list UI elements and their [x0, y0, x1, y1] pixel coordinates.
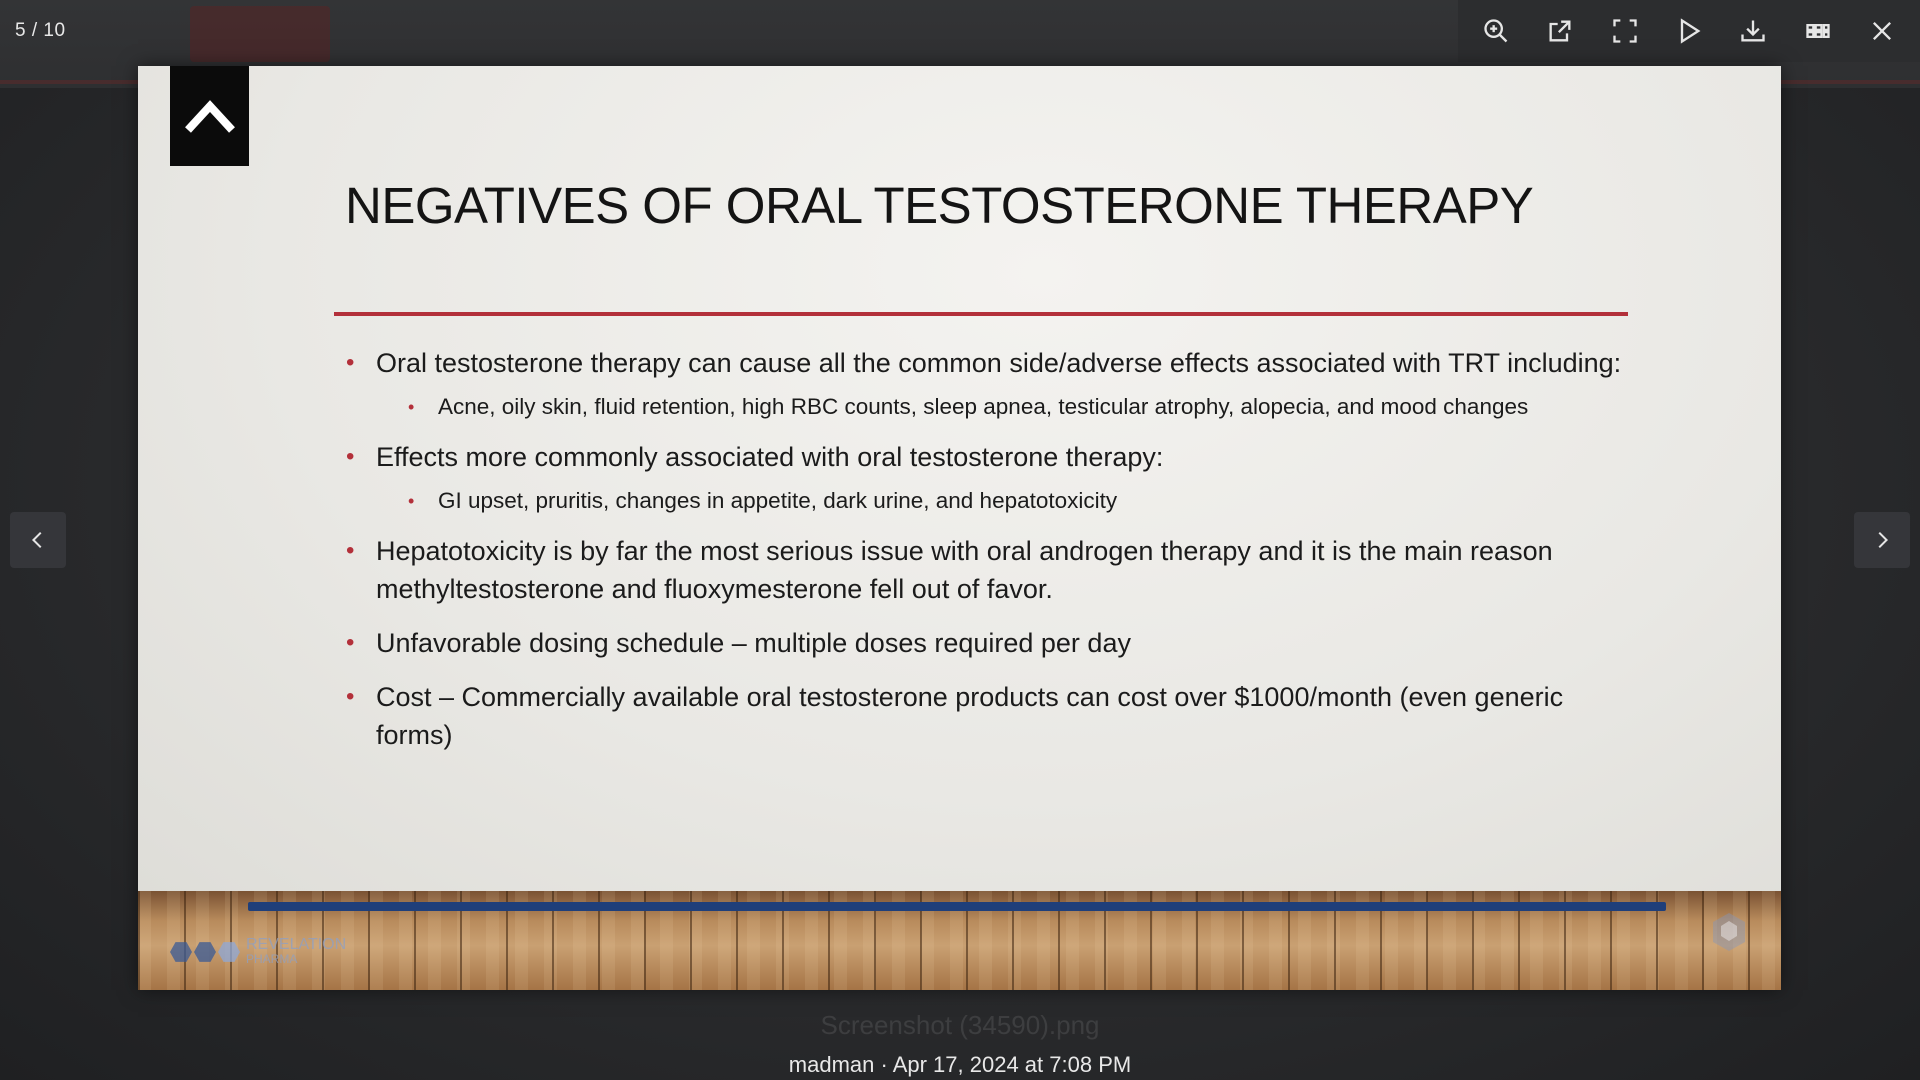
- slideshow-play-button[interactable]: [1667, 9, 1711, 53]
- slide-content-area: [138, 66, 1781, 891]
- previous-image-button[interactable]: [10, 512, 66, 568]
- next-image-button[interactable]: [1854, 512, 1910, 568]
- chevron-right-icon: [1871, 529, 1893, 551]
- download-icon: [1739, 17, 1767, 45]
- bullet-item: • Oral testosterone therapy can cause all the common side/adverse effects associated with TRT including:: [346, 344, 1646, 382]
- title-divider: [334, 312, 1628, 316]
- uploader-timestamp: madman · Apr 17, 2024 at 7:08 PM: [788, 1052, 1132, 1077]
- fullscreen-button[interactable]: [1603, 9, 1647, 53]
- logo-hex-icon: [218, 941, 240, 963]
- logo-sub: PHARMA: [246, 952, 298, 966]
- footer-blue-band: [248, 902, 1666, 911]
- logo-name: REVELATION: [246, 936, 347, 953]
- bullet-item: • Unfavorable dosing schedule – multiple doses required per day: [346, 624, 1646, 662]
- up-arrow-badge: [170, 66, 249, 166]
- slide-title: NEGATIVES OF ORAL TESTOSTERONE THERAPY: [345, 177, 1534, 234]
- hexagon-logo-icon: [1709, 911, 1749, 955]
- bullet-list: [346, 344, 1646, 770]
- wooden-floor-footer: [138, 891, 1781, 990]
- background-blur-block: [190, 6, 330, 62]
- slide-image: [138, 66, 1781, 990]
- sub-bullet-item: • GI upset, pruritis, changes in appetite, dark urine, and hepatotoxicity: [346, 484, 1646, 518]
- image-counter: 5 / 10: [15, 20, 66, 41]
- logo-hex-icon: [170, 941, 192, 963]
- bullet-item: • Hepatotoxicity is by far the most serious issue with oral androgen therapy and it is the main reason methyltestosterone and fluoxymesterone fell out of favor.: [346, 532, 1646, 608]
- download-button[interactable]: [1731, 9, 1775, 53]
- grid-view-button[interactable]: [1796, 9, 1840, 53]
- bullet-item: • Cost – Commercially available oral testosterone products can cost over $1000/month (even generic forms): [346, 678, 1646, 754]
- fullscreen-icon: [1611, 17, 1639, 45]
- file-name-caption: Screenshot (34590).png: [820, 1010, 1100, 1040]
- play-icon: [1675, 17, 1703, 45]
- zoom-in-icon: [1482, 17, 1510, 45]
- logo-text: [246, 937, 346, 967]
- viewer-toolbar: [1458, 0, 1920, 62]
- sub-bullet-item: • Acne, oily skin, fluid retention, high RBC counts, sleep apnea, testicular atrophy, alopecia, and mood changes: [346, 390, 1646, 424]
- chevron-left-icon: [27, 529, 49, 551]
- close-button[interactable]: [1860, 9, 1904, 53]
- chevron-up-icon: [182, 96, 238, 136]
- open-external-button[interactable]: [1538, 9, 1582, 53]
- close-icon: [1868, 17, 1896, 45]
- logo-hex-icon: [194, 941, 216, 963]
- company-logo: [170, 937, 346, 967]
- grid-icon: [1804, 17, 1832, 45]
- zoom-in-button[interactable]: [1474, 9, 1518, 53]
- bullet-item: • Effects more commonly associated with oral testosterone therapy:: [346, 438, 1646, 476]
- external-link-icon: [1546, 17, 1574, 45]
